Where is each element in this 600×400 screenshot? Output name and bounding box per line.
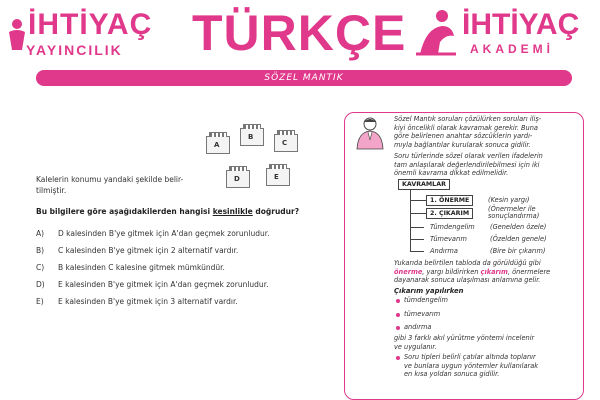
info-paragraph-2: Soru türlerinde sözel olarak verilen ifadelerin tam anlaşılarak değerlendirilebilmesi için iki önemli kavrama dikkat edilmelidir. bbox=[394, 152, 543, 177]
right-brand-logo bbox=[412, 6, 592, 60]
question-prompt: Bu bilgilere göre aşağıdakilerden hangisi kesinlikle doğrudur? bbox=[36, 207, 300, 216]
brand-figure-icon bbox=[6, 18, 28, 52]
info-paragraph-5: Soru tipleri belirli çatılar altında toplanır ve bunlara uygun yöntemler kullanılarak en kısa yoldan sonuca gidilir. bbox=[404, 353, 539, 378]
bullet-item: tümevarım bbox=[404, 310, 441, 318]
diagram-root: KAVRAMLAR bbox=[398, 179, 450, 190]
left-brand-logo bbox=[6, 8, 166, 58]
diagram-box-onerme: 1. ÖNERME bbox=[426, 195, 473, 206]
sub-heading: Çıkarım yapılırken bbox=[394, 287, 464, 295]
info-paragraph-3: Yukarıda belirtilen tabloda da görüldüğü gibi önerme, yargı bildirirken çıkarım, önermelere dayanarak sonuca ulaşılması anlamına gelir. bbox=[394, 259, 551, 284]
option-b[interactable]: B) C kalesinden B'ye gitmek için 2 alternatif vardır. bbox=[36, 246, 239, 255]
diagram-connector bbox=[410, 227, 424, 228]
castle-icon: A bbox=[206, 136, 230, 154]
option-e[interactable]: E) E kalesinden B'ye gitmek için 3 alternatif vardır. bbox=[36, 297, 238, 306]
castle-icon: C bbox=[274, 134, 298, 152]
castle-icon: E bbox=[266, 168, 290, 186]
teacher-icon bbox=[352, 116, 388, 150]
bullet-icon bbox=[396, 356, 400, 360]
option-a[interactable]: A) D kalesinden B'ye gitmek için A'dan geçmek zorunludur. bbox=[36, 229, 270, 238]
diagram-connector bbox=[410, 251, 424, 252]
bullet-icon bbox=[396, 326, 400, 330]
right-brand-name: İHTİYAÇ bbox=[462, 8, 580, 41]
section-banner: SÖZEL MANTIK bbox=[36, 70, 572, 86]
diagram-item: Tümevarım bbox=[430, 235, 467, 243]
diagram-connector bbox=[410, 239, 424, 240]
info-paragraph-1: Sözel Mantık soruları çözülürken soruları iliş- kiyi öncelikli olarak kavramak gerekir. Buna göre belirlenen anahtar sözcüklerin yardı- mıyla bağlantılar kurularak sonuca gidilir. bbox=[394, 115, 542, 149]
diagram-note: (Önermeler ile bbox=[488, 205, 536, 213]
option-c[interactable]: C) B kalesinden C kalesine gitmek mümkündür. bbox=[36, 263, 225, 272]
diagram-item: Tümdengelim bbox=[430, 223, 475, 231]
info-paragraph-4: gibi 3 farklı akıl yürütme yöntemi incelenir ve uygulanır. bbox=[394, 334, 535, 351]
castle-map bbox=[190, 128, 330, 202]
left-brand-subtitle: YAYINCILIK bbox=[26, 42, 123, 58]
diagram-box-cikarim: 2. ÇIKARIM bbox=[426, 208, 473, 219]
page-title: TÜRKÇE bbox=[192, 5, 407, 61]
bullet-icon bbox=[396, 299, 400, 303]
option-d[interactable]: D) E kalesinden B'ye gitmek için A'dan geçmek zorunludur. bbox=[36, 280, 269, 289]
castle-icon: D bbox=[226, 170, 250, 188]
diagram-note: (Kesin yargı) bbox=[488, 196, 530, 204]
bullet-icon bbox=[396, 313, 400, 317]
diagram-connector bbox=[410, 213, 426, 214]
diagram-connector bbox=[410, 200, 426, 201]
left-brand-name: İHTİYAÇ bbox=[28, 8, 153, 41]
academy-figure-icon bbox=[412, 8, 460, 58]
diagram-note: (Genelden özele) bbox=[490, 223, 547, 231]
diagram-connector bbox=[410, 189, 411, 251]
question-intro: Kalelerin konumu yandaki şekilde belir- tilmiştir. bbox=[36, 175, 184, 195]
bullet-item: andırma bbox=[404, 323, 432, 331]
diagram-note: (Bire bir çıkarım) bbox=[490, 247, 546, 255]
diagram-item: Andırma bbox=[430, 247, 458, 255]
bullet-item: tümdengelim bbox=[404, 296, 448, 304]
diagram-note: (Özelden genele) bbox=[490, 235, 547, 243]
castle-icon: B bbox=[240, 128, 264, 146]
right-brand-subtitle: AKADEMİ bbox=[470, 42, 554, 56]
diagram-note: sonuçlandırma) bbox=[488, 212, 540, 220]
